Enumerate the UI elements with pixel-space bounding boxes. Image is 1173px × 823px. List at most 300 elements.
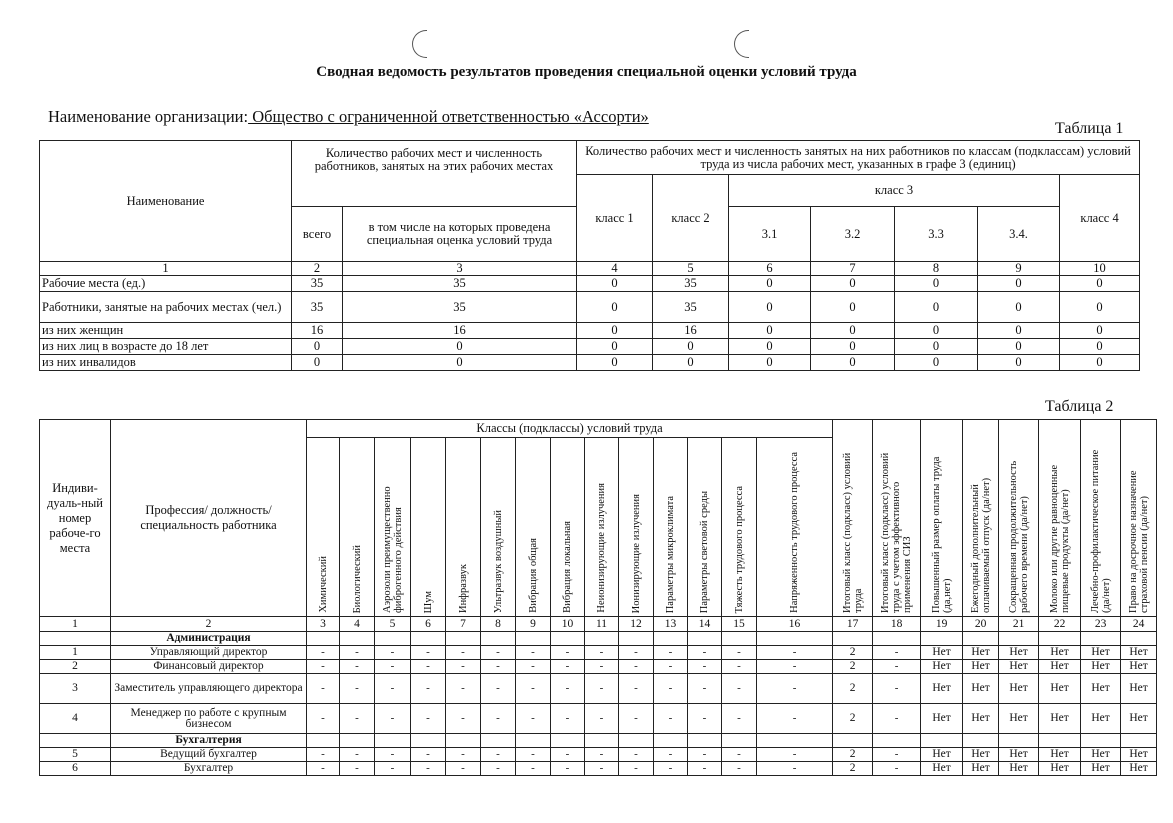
t2-cell: - [446, 762, 481, 776]
t2-section-empty [481, 734, 516, 748]
t2-cell: Нет [921, 762, 963, 776]
t2-section-empty [585, 734, 619, 748]
t2-cell: Нет [1121, 748, 1157, 762]
t1-cell: 0 [895, 339, 978, 355]
t2-col-number: 19 [921, 617, 963, 632]
t2-section-spacer [40, 632, 111, 646]
t2-cell: - [688, 660, 722, 674]
t2-cell: - [446, 748, 481, 762]
t2-row-number: 3 [40, 674, 111, 704]
t2-col-number: 2 [111, 617, 307, 632]
t1-cell: 0 [577, 339, 653, 355]
t2-section-empty [516, 632, 551, 646]
t2-col-number: 23 [1081, 617, 1121, 632]
t2-row-number: 2 [40, 660, 111, 674]
t2-cell: 2 [833, 748, 873, 762]
t1-cell: 35 [292, 292, 343, 323]
t2-row [40, 646, 1157, 660]
t2-cell: Нет [1081, 674, 1121, 704]
t1-col-number: 9 [978, 262, 1060, 276]
t2-section-empty [375, 632, 411, 646]
t2-section-empty [654, 632, 688, 646]
t1-row [40, 323, 1140, 339]
t2-cell: - [340, 704, 375, 734]
t2-header-factor-9: Неионизирующие излучения [585, 438, 619, 617]
t1-cell: 16 [292, 323, 343, 339]
t2-cell: Нет [1039, 660, 1081, 674]
t2-section-empty [833, 632, 873, 646]
t2-cell: - [375, 762, 411, 776]
t2-header-result-4: Ежегодный дополнительный оплачиваемый отпуск (да/нет) [963, 420, 999, 617]
t1-row-label: из них лиц в возрасте до 18 лет [40, 339, 292, 355]
t2-cell: - [340, 646, 375, 660]
t2-section-empty [307, 632, 340, 646]
t2-section-empty [446, 734, 481, 748]
document-title: Сводная ведомость результатов проведения специальной оценки условий труда [316, 64, 857, 80]
t2-header-factor-3: Аэрозоли преимущественно фиброгенного действия [375, 438, 411, 617]
t2-cell: - [307, 704, 340, 734]
t2-cell: - [722, 762, 757, 776]
t2-cell: Нет [963, 704, 999, 734]
t1-header-class3: класс 3 [729, 175, 1060, 207]
t2-cell: - [585, 704, 619, 734]
t1-header-class2: класс 2 [653, 175, 729, 262]
t2-cell: - [516, 762, 551, 776]
t1-cell: 0 [343, 355, 577, 371]
t2-row [40, 748, 1157, 762]
t1-header-group-count: Количество рабочих мест и численность работников, занятых на этих рабочих местах [292, 141, 577, 207]
t2-cell: - [411, 762, 446, 776]
t2-cell: 2 [833, 704, 873, 734]
t2-cell: - [757, 704, 833, 734]
t2-cell: - [654, 646, 688, 660]
t2-section-empty [1121, 632, 1157, 646]
t2-cell: 2 [833, 674, 873, 704]
t2-section-spacer [40, 734, 111, 748]
t2-cell: - [446, 646, 481, 660]
t2-cell: - [551, 646, 585, 660]
t2-cell: - [722, 646, 757, 660]
t2-cell: - [654, 674, 688, 704]
t2-cell: Нет [1039, 762, 1081, 776]
t2-cell: - [873, 748, 921, 762]
t1-row [40, 339, 1140, 355]
t1-col-number: 1 [40, 262, 292, 276]
t2-section-empty [833, 734, 873, 748]
t2-cell: - [375, 646, 411, 660]
t1-col-number: 4 [577, 262, 653, 276]
t2-cell: - [619, 762, 654, 776]
t2-cell: 2 [833, 762, 873, 776]
t2-header-factor-13: Тяжесть трудового процесса [722, 438, 757, 617]
t2-cell: - [516, 646, 551, 660]
t2-col-number: 15 [722, 617, 757, 632]
t2-cell: Нет [921, 646, 963, 660]
t1-header-class1: класс 1 [577, 175, 653, 262]
t1-cell: 0 [343, 339, 577, 355]
t2-cell: - [307, 762, 340, 776]
t2-section-empty [921, 734, 963, 748]
t2-cell: - [446, 704, 481, 734]
t2-cell: - [722, 748, 757, 762]
t2-section-row [40, 734, 1157, 748]
t2-header-classes-group: Классы (подклассы) условий труда [307, 420, 833, 438]
t2-header-factor-8: Вибрация локальная [551, 438, 585, 617]
t1-cell: 0 [978, 355, 1060, 371]
t1-cell: 0 [729, 355, 811, 371]
t2-cell: - [551, 762, 585, 776]
t2-col-number: 13 [654, 617, 688, 632]
t2-section-empty [873, 632, 921, 646]
t2-cell: Нет [1081, 748, 1121, 762]
t2-cell: Нет [1081, 762, 1121, 776]
t1-cell: 0 [653, 339, 729, 355]
t2-cell: - [757, 646, 833, 660]
t2-col-number: 14 [688, 617, 722, 632]
t2-cell: - [446, 674, 481, 704]
t2-section-empty [1081, 734, 1121, 748]
t2-cell: Нет [1121, 660, 1157, 674]
t2-row [40, 762, 1157, 776]
punch-hole-right [734, 30, 749, 58]
t2-header-factor-1: Химический [307, 438, 340, 617]
t2-row-profession: Управляющий директор [111, 646, 307, 660]
t2-cell: Нет [1039, 646, 1081, 660]
t1-cell: 0 [895, 355, 978, 371]
t2-cell: - [481, 646, 516, 660]
t2-cell: - [481, 762, 516, 776]
t1-header-c31: 3.1 [729, 207, 811, 262]
t2-col-number: 6 [411, 617, 446, 632]
t2-row [40, 660, 1157, 674]
t2-header-factor-6: Ультразвук воздушный [481, 438, 516, 617]
t1-cell: 0 [978, 292, 1060, 323]
t1-row [40, 292, 1140, 323]
t2-cell: - [757, 674, 833, 704]
t2-cell: - [375, 660, 411, 674]
t2-cell: - [551, 660, 585, 674]
t2-cell: - [516, 674, 551, 704]
t2-header-factor-2: Биологический [340, 438, 375, 617]
t1-cell: 0 [577, 355, 653, 371]
t2-cell: - [481, 660, 516, 674]
t2-section-row [40, 632, 1157, 646]
t2-section-empty [757, 632, 833, 646]
t1-cell: 35 [653, 292, 729, 323]
t1-cell: 0 [729, 276, 811, 292]
t2-cell: - [585, 646, 619, 660]
t2-header-result-6: Молоко или другие равноценные пищевые продукты (да/нет) [1039, 420, 1081, 617]
t1-cell: 0 [978, 276, 1060, 292]
t1-col-number: 5 [653, 262, 729, 276]
t1-cell: 35 [653, 276, 729, 292]
t2-section-empty [1039, 734, 1081, 748]
t2-cell: Нет [999, 660, 1039, 674]
t2-cell: - [654, 748, 688, 762]
t1-cell: 35 [343, 292, 577, 323]
t1-row [40, 355, 1140, 371]
t2-cell: - [873, 704, 921, 734]
t2-cell: - [411, 674, 446, 704]
t2-cell: - [688, 748, 722, 762]
t2-section-empty [340, 632, 375, 646]
t1-cell: 0 [653, 355, 729, 371]
t2-section-empty [999, 734, 1039, 748]
t1-row-label: из них инвалидов [40, 355, 292, 371]
t2-cell: Нет [1039, 674, 1081, 704]
organization-line [48, 107, 649, 127]
punch-hole-left [412, 30, 427, 58]
t1-cell: 0 [811, 276, 895, 292]
t2-section-empty [873, 734, 921, 748]
t1-cell: 0 [577, 323, 653, 339]
t2-cell: - [375, 748, 411, 762]
t2-col-number: 7 [446, 617, 481, 632]
summary-table [39, 140, 1140, 371]
t1-cell: 0 [577, 292, 653, 323]
t2-cell: Нет [1121, 646, 1157, 660]
t2-cell: 2 [833, 646, 873, 660]
t2-col-number: 11 [585, 617, 619, 632]
t2-row-profession: Финансовый директор [111, 660, 307, 674]
t2-section-empty [1039, 632, 1081, 646]
t2-row-number: 5 [40, 748, 111, 762]
t2-cell: - [411, 748, 446, 762]
t2-header-factor-11: Параметры микроклимата [654, 438, 688, 617]
t2-col-number: 20 [963, 617, 999, 632]
t2-row [40, 704, 1157, 734]
t1-col-number: 2 [292, 262, 343, 276]
t2-header-number: Индиви-дуаль-ный номер рабоче-го места [40, 420, 111, 617]
t2-cell: - [722, 704, 757, 734]
workplaces-table [39, 419, 1157, 776]
t2-col-number: 12 [619, 617, 654, 632]
t2-section-empty [411, 734, 446, 748]
t1-cell: 0 [1060, 355, 1140, 371]
t2-col-number: 5 [375, 617, 411, 632]
t2-col-number: 3 [307, 617, 340, 632]
t2-cell: - [654, 762, 688, 776]
t2-section-empty [481, 632, 516, 646]
t1-cell: 16 [653, 323, 729, 339]
t2-cell: Нет [999, 674, 1039, 704]
t2-section-title: Бухгалтерия [111, 734, 307, 748]
t1-cell: 0 [978, 339, 1060, 355]
t2-section-empty [551, 734, 585, 748]
t2-cell: Нет [963, 646, 999, 660]
t2-row-profession: Ведущий бухгалтер [111, 748, 307, 762]
t2-cell: Нет [1081, 660, 1121, 674]
t2-cell: Нет [1121, 674, 1157, 704]
t1-cell: 0 [1060, 292, 1140, 323]
t2-cell: - [585, 660, 619, 674]
t1-col-number: 6 [729, 262, 811, 276]
t2-cell: - [375, 704, 411, 734]
t2-section-empty [585, 632, 619, 646]
t2-cell: Нет [921, 748, 963, 762]
t2-cell: - [340, 748, 375, 762]
t2-cell: Нет [1121, 704, 1157, 734]
organization-label: Наименование организации: [48, 107, 249, 126]
t2-header-factor-4: Шум [411, 438, 446, 617]
t1-cell: 35 [292, 276, 343, 292]
t2-section-empty [619, 734, 654, 748]
t2-cell: - [722, 674, 757, 704]
t1-cell: 35 [343, 276, 577, 292]
t2-cell: Нет [1039, 704, 1081, 734]
t1-cell: 0 [811, 339, 895, 355]
t2-header-factor-5: Инфразвук [446, 438, 481, 617]
t2-cell: - [551, 674, 585, 704]
t1-cell: 0 [292, 355, 343, 371]
t2-cell: - [619, 748, 654, 762]
t1-cell: 0 [1060, 323, 1140, 339]
t1-row [40, 276, 1140, 292]
t1-cell: 0 [895, 292, 978, 323]
t2-cell: Нет [1039, 748, 1081, 762]
t1-col-number: 8 [895, 262, 978, 276]
t1-row-label: Рабочие места (ед.) [40, 276, 292, 292]
t2-section-empty [340, 734, 375, 748]
t2-cell: - [619, 704, 654, 734]
t2-cell: - [585, 748, 619, 762]
t2-cell: Нет [999, 646, 1039, 660]
t1-cell: 0 [1060, 276, 1140, 292]
t2-cell: - [411, 704, 446, 734]
t1-col-number: 3 [343, 262, 577, 276]
t1-cell: 0 [729, 323, 811, 339]
table1-label: Таблица 1 [1055, 120, 1124, 137]
t1-cell: 0 [811, 355, 895, 371]
t2-header-result-3: Повышенный размер оплаты труда (да,нет) [921, 420, 963, 617]
t2-col-number: 1 [40, 617, 111, 632]
t2-section-empty [619, 632, 654, 646]
t1-row-label: из них женщин [40, 323, 292, 339]
t2-cell: - [307, 660, 340, 674]
t2-cell: - [446, 660, 481, 674]
t2-cell: - [688, 646, 722, 660]
t2-section-empty [516, 734, 551, 748]
t2-col-number: 21 [999, 617, 1039, 632]
t2-cell: - [585, 674, 619, 704]
t2-cell: - [873, 674, 921, 704]
t2-col-number: 17 [833, 617, 873, 632]
t2-header-result-5: Сокращенная продолжительность рабочего времени (да/нет) [999, 420, 1039, 617]
t2-cell: - [619, 674, 654, 704]
t2-header-factor-10: Ионизирующие излучения [619, 438, 654, 617]
t2-cell: - [619, 646, 654, 660]
t2-cell: Нет [921, 660, 963, 674]
t1-header-group-classes: Количество рабочих мест и численность занятых на них работников по классам (подклассам) условий труда из числа рабочих мест, указанных в графе 3 (единиц) [577, 141, 1140, 175]
t2-header-result-7: Лечебно-профилактическое питание (да/нет) [1081, 420, 1121, 617]
t1-column-numbers [40, 262, 1140, 276]
t2-cell: - [619, 660, 654, 674]
t2-cell: Нет [921, 674, 963, 704]
t2-section-empty [963, 632, 999, 646]
t2-column-numbers [40, 617, 1157, 632]
t2-section-empty [688, 734, 722, 748]
t2-cell: - [516, 748, 551, 762]
t2-header-factor-7: Вибрация общая [516, 438, 551, 617]
t2-cell: - [411, 646, 446, 660]
t1-cell: 0 [729, 339, 811, 355]
t2-cell: - [757, 748, 833, 762]
t2-section-empty [551, 632, 585, 646]
t2-cell: - [307, 646, 340, 660]
t2-cell: Нет [999, 762, 1039, 776]
t2-row-number: 4 [40, 704, 111, 734]
t2-cell: - [551, 748, 585, 762]
t2-row-profession: Заместитель управляющего директора [111, 674, 307, 704]
t2-row-profession: Менеджер по работе с крупным бизнесом [111, 704, 307, 734]
organization-name: Общество с ограниченной ответственностью «Ассорти» [248, 107, 649, 126]
t2-cell: Нет [963, 748, 999, 762]
t1-header-c33: 3.3 [895, 207, 978, 262]
t2-cell: - [340, 674, 375, 704]
t2-cell: - [307, 748, 340, 762]
t2-cell: - [688, 674, 722, 704]
t1-row-label: Работники, занятые на рабочих местах (чел.) [40, 292, 292, 323]
t1-cell: 0 [811, 292, 895, 323]
t2-cell: Нет [921, 704, 963, 734]
t2-cell: - [873, 660, 921, 674]
t2-col-number: 4 [340, 617, 375, 632]
t2-section-empty [688, 632, 722, 646]
t2-cell: Нет [1081, 646, 1121, 660]
t2-row-number: 6 [40, 762, 111, 776]
t2-cell: - [481, 748, 516, 762]
t1-col-number: 7 [811, 262, 895, 276]
t1-cell: 0 [978, 323, 1060, 339]
t2-section-empty [307, 734, 340, 748]
t2-cell: - [722, 660, 757, 674]
t2-cell: Нет [963, 762, 999, 776]
t2-cell: - [340, 762, 375, 776]
t1-cell: 0 [895, 276, 978, 292]
t1-cell: 0 [292, 339, 343, 355]
t1-header-assessed: в том числе на которых проведена специальная оценка условий труда [343, 207, 577, 262]
t2-cell: - [757, 762, 833, 776]
t2-cell: Нет [1081, 704, 1121, 734]
t2-section-title: Администрация [111, 632, 307, 646]
t2-col-number: 8 [481, 617, 516, 632]
t2-col-number: 9 [516, 617, 551, 632]
t2-cell: 2 [833, 660, 873, 674]
t2-cell: - [307, 674, 340, 704]
t2-row-profession: Бухгалтер [111, 762, 307, 776]
t2-cell: Нет [963, 660, 999, 674]
t2-cell: Нет [999, 748, 1039, 762]
t2-header-factor-12: Параметры световой среды [688, 438, 722, 617]
t2-cell: Нет [1121, 762, 1157, 776]
t2-cell: - [585, 762, 619, 776]
t2-section-empty [999, 632, 1039, 646]
t2-section-empty [411, 632, 446, 646]
t2-cell: - [688, 704, 722, 734]
t2-cell: Нет [963, 674, 999, 704]
t2-section-empty [722, 734, 757, 748]
t2-row-number: 1 [40, 646, 111, 660]
t2-cell: - [873, 646, 921, 660]
t1-header-c32: 3.2 [811, 207, 895, 262]
t2-cell: - [654, 704, 688, 734]
t2-cell: - [481, 704, 516, 734]
t2-cell: - [688, 762, 722, 776]
t2-section-empty [654, 734, 688, 748]
t2-section-empty [1081, 632, 1121, 646]
t2-cell: - [757, 660, 833, 674]
t2-cell: - [481, 674, 516, 704]
